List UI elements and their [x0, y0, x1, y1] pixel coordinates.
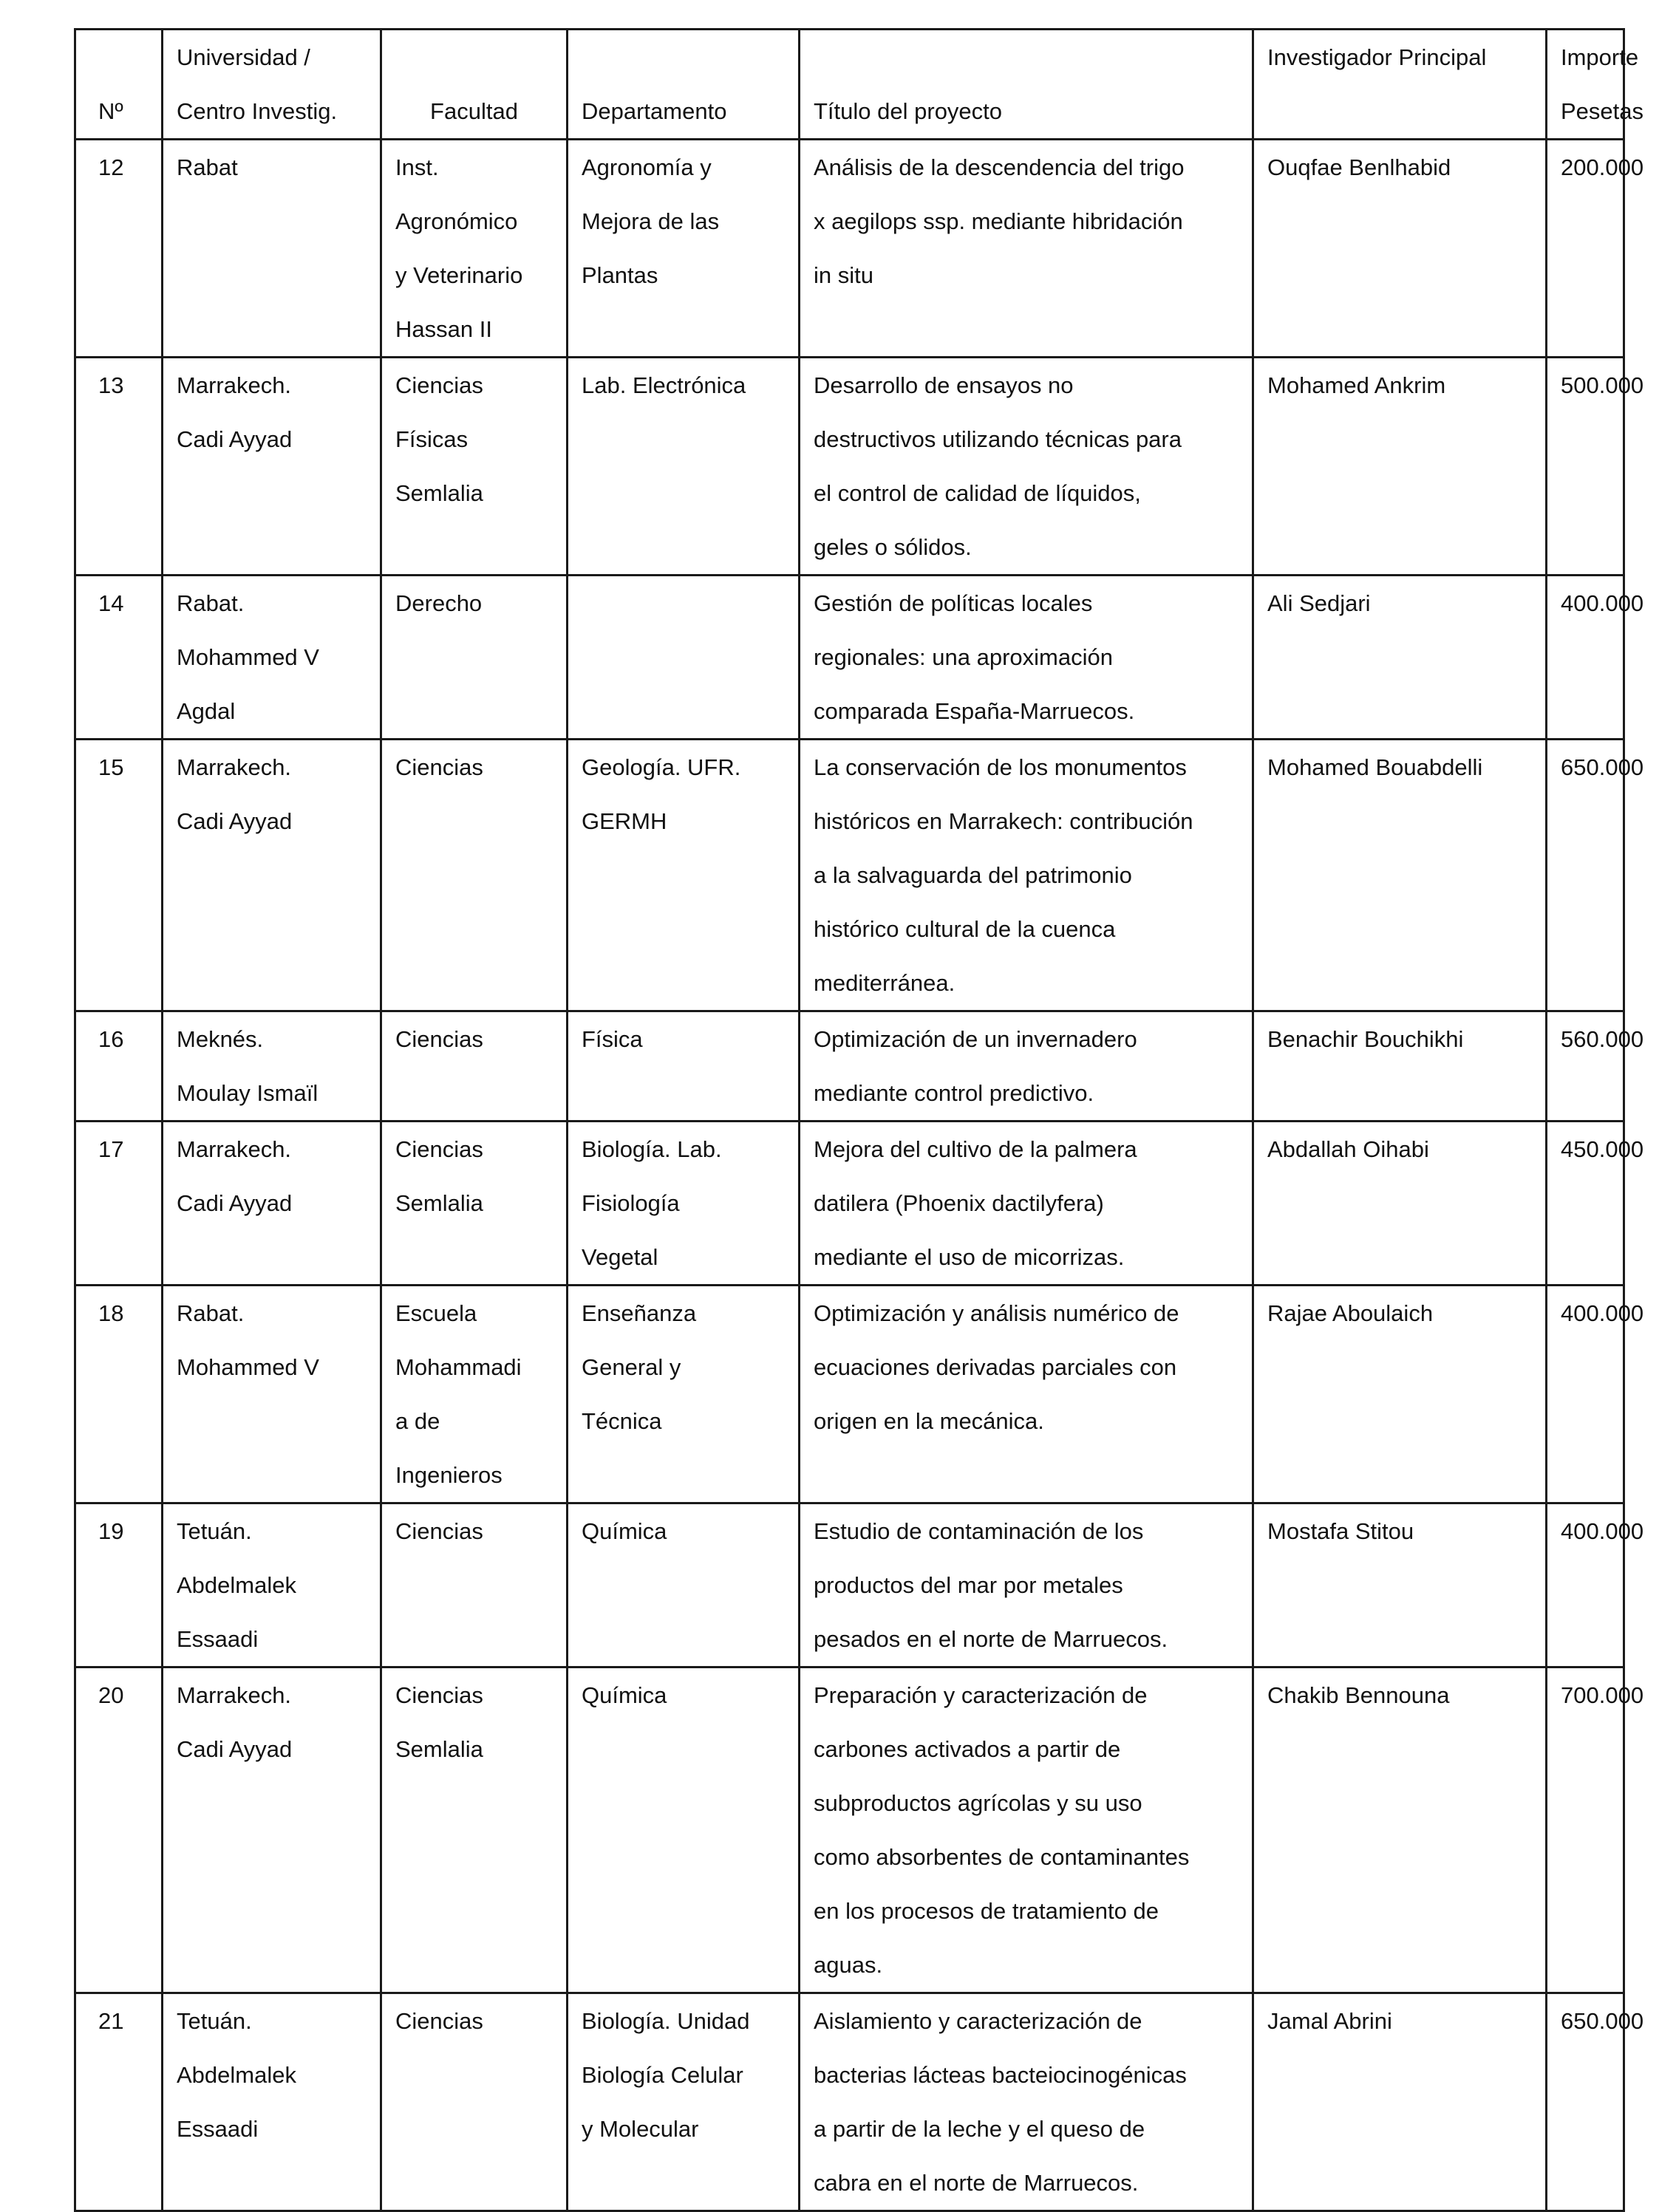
cell-faculty [381, 1122, 568, 1286]
cell-amount [1547, 1503, 1644, 1667]
university-line: Marrakech. [177, 754, 292, 780]
department-line: Técnica [582, 1408, 662, 1434]
cell-title [800, 1122, 1253, 1286]
cell-title [800, 576, 1253, 740]
amount-value: 650.000 [1561, 2008, 1644, 2034]
title-line: pesados en el norte de Marruecos. [814, 1626, 1168, 1652]
header-university: Universidad / Centro Investig. [163, 30, 381, 140]
cell-department [568, 576, 800, 740]
cell-department [568, 740, 800, 1011]
university-line: Cadi Ayyad [177, 808, 293, 834]
cell-investigator [1253, 1667, 1547, 1993]
department-line: Lab. Electrónica [582, 372, 746, 398]
cell-investigator [1253, 358, 1547, 576]
faculty-line: Ciencias [395, 1136, 483, 1162]
department-line: Enseñanza [582, 1300, 697, 1326]
faculty-line: Derecho [395, 590, 483, 616]
amount-value: 650.000 [1561, 754, 1644, 780]
university-line: Mohammed V [177, 644, 319, 670]
title-line: x aegilops ssp. mediante hibridación [814, 208, 1183, 234]
table-row [75, 1011, 1624, 1122]
faculty-line: a de [395, 1408, 440, 1434]
row-number: 14 [98, 590, 124, 616]
table-row [75, 140, 1624, 358]
cell-investigator [1253, 140, 1547, 358]
cell-title [800, 1286, 1253, 1503]
cell-faculty [381, 576, 568, 740]
cell-amount [1547, 1667, 1644, 1993]
faculty-line: Inst. [395, 154, 439, 180]
faculty-line: Ciencias [395, 1026, 483, 1052]
header-amount: Importe Pesetas [1547, 30, 1624, 140]
cell-investigator [1253, 1503, 1547, 1667]
investigator-name: Benachir Bouchikhi [1267, 1026, 1464, 1052]
table-row [75, 1503, 1624, 1667]
cell-investigator [1253, 1993, 1547, 2211]
cell-department [568, 1122, 800, 1286]
title-line: bacterias lácteas bacteiocinogénicas [814, 2062, 1187, 2088]
department-line: Biología Celular [582, 2062, 743, 2088]
investigator-name: Mohamed Ankrim [1267, 372, 1446, 398]
department-line: Geología. UFR. [582, 754, 741, 780]
investigator-name: Abdallah Oihabi [1267, 1136, 1429, 1162]
cell-university [163, 358, 381, 576]
department-line: Agronomía y [582, 154, 712, 180]
department-line: Mejora de las [582, 208, 720, 234]
table-row [75, 1993, 1624, 2211]
investigator-name: Ouqfae Benlhabid [1267, 154, 1451, 180]
title-line: origen en la mecánica. [814, 1408, 1044, 1434]
header-investigator: Investigador Principal [1253, 30, 1547, 140]
cell-investigator [1253, 576, 1547, 740]
cell-investigator [1253, 740, 1547, 1011]
table-body [75, 140, 1644, 2211]
cell-university [163, 740, 381, 1011]
university-line: Cadi Ayyad [177, 1190, 293, 1216]
cell-department [568, 358, 800, 576]
university-line: Rabat. [177, 1300, 245, 1326]
cell-amount [1547, 740, 1644, 1011]
amount-value: 400.000 [1561, 590, 1644, 616]
title-line: mediante control predictivo. [814, 1080, 1094, 1106]
cell-title [800, 1667, 1253, 1993]
university-line: Rabat [177, 154, 238, 180]
cell-faculty [381, 1011, 568, 1122]
amount-value: 450.000 [1561, 1136, 1644, 1162]
cell-faculty [381, 1993, 568, 2211]
department-line: Plantas [582, 262, 658, 288]
faculty-line: Semlalia [395, 1736, 483, 1762]
university-line: Marrakech. [177, 1682, 292, 1708]
department-line: Física [582, 1026, 643, 1052]
cell-faculty [381, 1503, 568, 1667]
investigator-name: Jamal Abrini [1267, 2008, 1392, 2034]
department-line: GERMH [582, 808, 667, 834]
cell-university [163, 1667, 381, 1993]
investigator-name: Rajae Aboulaich [1267, 1300, 1434, 1326]
title-line: mediante el uso de micorrizas. [814, 1244, 1125, 1270]
faculty-line: Agronómico [395, 208, 518, 234]
university-line: Cadi Ayyad [177, 1736, 293, 1762]
faculty-line: Escuela [395, 1300, 477, 1326]
cell-title [800, 1011, 1253, 1122]
cell-department [568, 1503, 800, 1667]
department-line: General y [582, 1354, 681, 1380]
row-number: 18 [98, 1300, 124, 1326]
header-row [75, 30, 1624, 140]
cell-amount [1547, 576, 1644, 740]
cell-amount [1547, 358, 1644, 576]
cell-title [800, 1993, 1253, 2211]
amount-value: 700.000 [1561, 1682, 1644, 1708]
cell-investigator [1253, 1122, 1547, 1286]
title-line: históricos en Marrakech: contribución [814, 808, 1193, 834]
university-line: Moulay Ismaïl [177, 1080, 318, 1106]
cell-department [568, 1011, 800, 1122]
title-line: carbones activados a partir de [814, 1736, 1121, 1762]
title-line: Análisis de la descendencia del trigo [814, 154, 1185, 180]
faculty-line: Mohammadi [395, 1354, 522, 1380]
cell-title [800, 740, 1253, 1011]
department-line: Fisiología [582, 1190, 680, 1216]
title-line: Optimización y análisis numérico de [814, 1300, 1179, 1326]
university-line: Marrakech. [177, 372, 292, 398]
title-line: en los procesos de tratamiento de [814, 1898, 1159, 1924]
table-row [75, 358, 1624, 576]
title-line: productos del mar por metales [814, 1572, 1123, 1598]
cell-university [163, 1011, 381, 1122]
title-line: Aislamiento y caracterización de [814, 2008, 1142, 2034]
table-row [75, 576, 1624, 740]
title-line: a la salvaguarda del patrimonio [814, 862, 1132, 888]
amount-value: 400.000 [1561, 1300, 1644, 1326]
cell-university [163, 1993, 381, 2211]
cell-amount [1547, 140, 1644, 358]
faculty-line: Ingenieros [395, 1462, 503, 1488]
cell-num [75, 1503, 163, 1667]
amount-value: 400.000 [1561, 1518, 1644, 1544]
header-num: Nº [75, 30, 163, 140]
cell-university [163, 1503, 381, 1667]
cell-investigator [1253, 1011, 1547, 1122]
amount-value: 560.000 [1561, 1026, 1644, 1052]
cell-university [163, 1122, 381, 1286]
cell-amount [1547, 1286, 1644, 1503]
university-line: Marrakech. [177, 1136, 292, 1162]
table-row [75, 740, 1624, 1011]
faculty-line: y Veterinario [395, 262, 523, 288]
title-line: Desarrollo de ensayos no [814, 372, 1074, 398]
title-line: el control de calidad de líquidos, [814, 480, 1141, 506]
title-line: comparada España-Marruecos. [814, 698, 1135, 724]
investigator-name: Mostafa Stitou [1267, 1518, 1414, 1544]
cell-num [75, 1122, 163, 1286]
document-page [74, 28, 1644, 2212]
title-line: geles o sólidos. [814, 534, 972, 560]
title-line: datilera (Phoenix dactilyfera) [814, 1190, 1104, 1216]
title-line: Optimización de un invernadero [814, 1026, 1137, 1052]
faculty-line: Semlalia [395, 480, 483, 506]
university-line: Cadi Ayyad [177, 426, 293, 452]
cell-title [800, 358, 1253, 576]
header-title: Título del proyecto [800, 30, 1253, 140]
cell-investigator [1253, 1286, 1547, 1503]
faculty-line: Ciencias [395, 754, 483, 780]
row-number: 12 [98, 154, 124, 180]
cell-university [163, 140, 381, 358]
header-department: Departamento [568, 30, 800, 140]
cell-department [568, 1286, 800, 1503]
department-line: Vegetal [582, 1244, 658, 1270]
amount-value: 500.000 [1561, 372, 1644, 398]
header-faculty: Facultad [381, 30, 568, 140]
university-line: Essaadi [177, 1626, 259, 1652]
cell-department [568, 1993, 800, 2211]
department-line: Química [582, 1518, 667, 1544]
row-number: 15 [98, 754, 124, 780]
cell-num [75, 1011, 163, 1122]
university-line: Abdelmalek [177, 1572, 296, 1598]
title-line: a partir de la leche y el queso de [814, 2116, 1145, 2142]
title-line: Estudio de contaminación de los [814, 1518, 1144, 1544]
university-line: Rabat. [177, 590, 245, 616]
title-line: regionales: una aproximación [814, 644, 1113, 670]
cell-department [568, 1667, 800, 1993]
title-line: Mejora del cultivo de la palmera [814, 1136, 1137, 1162]
title-line: subproductos agrícolas y su uso [814, 1790, 1142, 1816]
cell-faculty [381, 1286, 568, 1503]
faculty-line: Físicas [395, 426, 469, 452]
cell-num [75, 1286, 163, 1503]
faculty-line: Ciencias [395, 372, 483, 398]
cell-faculty [381, 358, 568, 576]
department-line: Biología. Unidad [582, 2008, 750, 2034]
cell-title [800, 140, 1253, 358]
title-line: cabra en el norte de Marruecos. [814, 2170, 1139, 2196]
department-line: Biología. Lab. [582, 1136, 722, 1162]
university-line: Tetuán. [177, 2008, 252, 2034]
row-number: 16 [98, 1026, 124, 1052]
cell-num [75, 740, 163, 1011]
investigator-name: Mohamed Bouabdelli [1267, 754, 1483, 780]
table-row [75, 1286, 1624, 1503]
cell-title [800, 1503, 1253, 1667]
university-line: Meknés. [177, 1026, 264, 1052]
cell-university [163, 576, 381, 740]
projects-table [74, 28, 1644, 2212]
table-row [75, 1667, 1624, 1993]
cell-amount [1547, 1011, 1644, 1122]
cell-num [75, 358, 163, 576]
row-number: 17 [98, 1136, 124, 1162]
cell-department [568, 140, 800, 358]
title-line: La conservación de los monumentos [814, 754, 1187, 780]
row-number: 20 [98, 1682, 124, 1708]
university-line: Tetuán. [177, 1518, 252, 1544]
table-row [75, 1122, 1624, 1286]
department-line: Química [582, 1682, 667, 1708]
university-line: Abdelmalek [177, 2062, 296, 2088]
faculty-line: Ciencias [395, 1518, 483, 1544]
cell-num [75, 1993, 163, 2211]
title-line: Preparación y caracterización de [814, 1682, 1148, 1708]
amount-value: 200.000 [1561, 154, 1644, 180]
faculty-line: Ciencias [395, 2008, 483, 2034]
cell-num [75, 140, 163, 358]
title-line: como absorbentes de contaminantes [814, 1844, 1190, 1870]
investigator-name: Chakib Bennouna [1267, 1682, 1450, 1708]
title-line: histórico cultural de la cuenca [814, 916, 1116, 942]
faculty-line: Ciencias [395, 1682, 483, 1708]
row-number: 13 [98, 372, 124, 398]
title-line: aguas. [814, 1952, 883, 1978]
cell-num [75, 576, 163, 740]
university-line: Agdal [177, 698, 236, 724]
cell-university [163, 1286, 381, 1503]
title-line: mediterránea. [814, 970, 955, 996]
department-line: y Molecular [582, 2116, 699, 2142]
title-line: destructivos utilizando técnicas para [814, 426, 1182, 452]
cell-faculty [381, 1667, 568, 1993]
cell-faculty [381, 140, 568, 358]
cell-amount [1547, 1122, 1644, 1286]
faculty-line: Hassan II [395, 316, 492, 342]
cell-num [75, 1667, 163, 1993]
row-number: 19 [98, 1518, 124, 1544]
faculty-line: Semlalia [395, 1190, 483, 1216]
investigator-name: Ali Sedjari [1267, 590, 1371, 616]
row-number: 21 [98, 2008, 124, 2034]
university-line: Essaadi [177, 2116, 259, 2142]
title-line: in situ [814, 262, 873, 288]
cell-amount [1547, 1993, 1644, 2211]
title-line: Gestión de políticas locales [814, 590, 1093, 616]
title-line: ecuaciones derivadas parciales con [814, 1354, 1177, 1380]
university-line: Mohammed V [177, 1354, 319, 1380]
cell-faculty [381, 740, 568, 1011]
